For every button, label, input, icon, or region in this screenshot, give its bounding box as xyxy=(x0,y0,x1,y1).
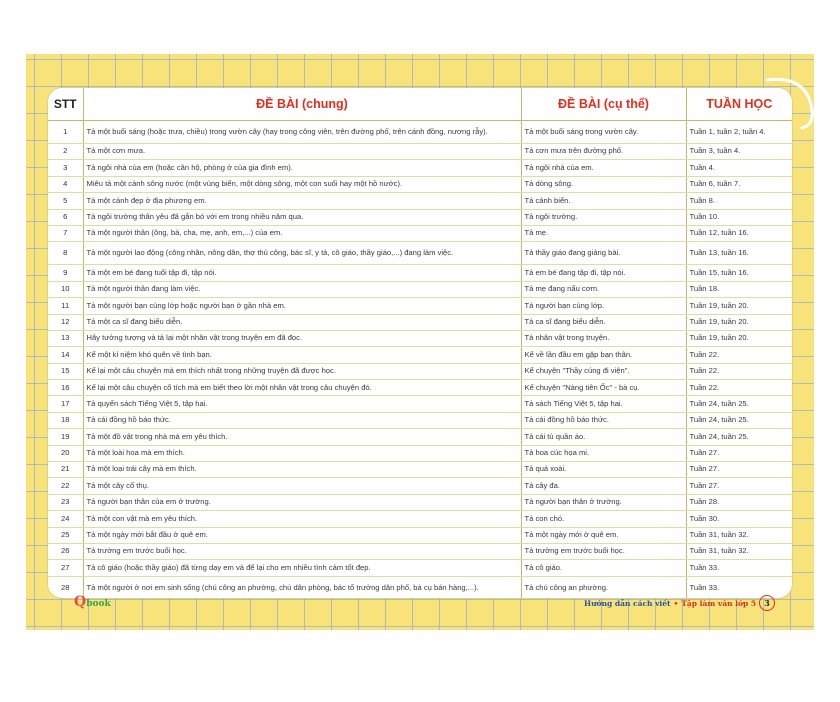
table-row xyxy=(48,160,792,176)
cell-stt: 25 xyxy=(48,527,83,543)
cell-weeks: Tuần 31, tuần 32. xyxy=(686,543,792,559)
cell-specific-topic: Tả ngôi nhà của em. xyxy=(521,160,686,176)
cell-weeks: Tuần 24, tuần 25. xyxy=(686,396,792,412)
cell-general-topic: Miêu tả một cảnh sông nước (một vùng biển, một dòng sông, một con suối hay một hồ nước). xyxy=(83,176,521,192)
footer-separator: • xyxy=(673,598,679,608)
cell-weeks: Tuần 22. xyxy=(686,380,792,396)
table-row xyxy=(48,478,792,494)
table-row xyxy=(48,445,792,461)
cell-weeks: Tuần 24, tuần 25. xyxy=(686,412,792,428)
cell-general-topic: Tả một cây cổ thụ. xyxy=(83,478,521,494)
logo-word: book xyxy=(86,599,111,609)
cell-weeks: Tuần 8. xyxy=(686,193,792,209)
assignments-table xyxy=(48,88,792,598)
table-row xyxy=(48,265,792,281)
cell-weeks: Tuần 30. xyxy=(686,511,792,527)
cell-weeks: Tuần 22. xyxy=(686,347,792,363)
cell-weeks: Tuần 19, tuần 20. xyxy=(686,330,792,346)
table-header-row xyxy=(48,88,792,121)
cell-specific-topic: Kể chuyện "Nàng tiên Ốc" - bà cụ. xyxy=(521,380,686,396)
table-row xyxy=(48,176,792,192)
table-row xyxy=(48,242,792,265)
cell-stt: 24 xyxy=(48,511,83,527)
cell-specific-topic: Tả mẹ đang nấu cơm. xyxy=(521,281,686,297)
header-weeks: TUẦN HỌC xyxy=(686,88,792,121)
header-stt: STT xyxy=(48,88,83,121)
table-row xyxy=(48,298,792,314)
header-specific-topic: ĐỀ BÀI (cụ thể) xyxy=(521,88,686,121)
cell-general-topic: Kể lại một câu chuyện cổ tích mà em biết theo lời một nhân vật trong câu chuyện đó. xyxy=(83,380,521,396)
cell-weeks: Tuần 18. xyxy=(686,281,792,297)
cell-general-topic: Tả cái đồng hồ báo thức. xyxy=(83,412,521,428)
footer-guide-text: Hướng dẫn cách viết xyxy=(584,598,671,608)
cell-specific-topic: Tả thầy giáo đang giảng bài. xyxy=(521,242,686,265)
cell-general-topic: Tả một người ở nơi em sinh sống (chú công an phường, chú dân phòng, bác tổ trưởng dân phố, bà cụ bán hàng,...). xyxy=(83,576,521,598)
page-number: 3 xyxy=(759,595,775,611)
cell-stt: 20 xyxy=(48,445,83,461)
cell-general-topic: Tả trường em trước buổi học. xyxy=(83,543,521,559)
table-row xyxy=(48,396,792,412)
cell-general-topic: Tả ngôi nhà của em (hoặc căn hộ, phòng ở của gia đình em). xyxy=(83,160,521,176)
cell-specific-topic: Tả chú công an phường. xyxy=(521,576,686,598)
cell-stt: 3 xyxy=(48,160,83,176)
table-row xyxy=(48,511,792,527)
cell-specific-topic: Tả ca sĩ đang biểu diễn. xyxy=(521,314,686,330)
cell-weeks: Tuần 27. xyxy=(686,478,792,494)
cell-general-topic: Tả quyển sách Tiếng Việt 5, tập hai. xyxy=(83,396,521,412)
table-body xyxy=(48,121,792,599)
cell-specific-topic: Tả dòng sông. xyxy=(521,176,686,192)
cell-weeks: Tuần 22. xyxy=(686,363,792,379)
cell-stt: 26 xyxy=(48,543,83,559)
cell-specific-topic: Tả nhân vật trong truyện. xyxy=(521,330,686,346)
cell-general-topic: Tả một người bạn cùng lớp hoặc người bạn ở gần nhà em. xyxy=(83,298,521,314)
cell-general-topic: Kể lại một câu chuyện mà em thích nhất trong những truyện đã được học. xyxy=(83,363,521,379)
cell-specific-topic: Tả người bạn thân ở trường. xyxy=(521,494,686,510)
table-row xyxy=(48,347,792,363)
cell-weeks: Tuần 6, tuần 7. xyxy=(686,176,792,192)
cell-weeks: Tuần 3, tuần 4. xyxy=(686,144,792,160)
cell-general-topic: Tả người bạn thân của em ở trường. xyxy=(83,494,521,510)
table-row xyxy=(48,543,792,559)
cell-weeks: Tuần 13, tuần 16. xyxy=(686,242,792,265)
cell-stt: 15 xyxy=(48,363,83,379)
logo-letter: Q xyxy=(74,594,87,610)
page-footer xyxy=(584,595,775,611)
cell-stt: 8 xyxy=(48,242,83,265)
cell-specific-topic: Tả cô giáo. xyxy=(521,560,686,576)
cell-weeks: Tuần 27. xyxy=(686,445,792,461)
cell-general-topic: Tả một em bé đang tuổi tập đi, tập nói. xyxy=(83,265,521,281)
cell-specific-topic: Tả cơn mưa trên đường phố. xyxy=(521,144,686,160)
cell-stt: 9 xyxy=(48,265,83,281)
cell-general-topic: Tả một người thân (ông, bà, cha, mẹ, anh, em,...) của em. xyxy=(83,225,521,241)
cell-weeks: Tuần 27. xyxy=(686,462,792,478)
cell-specific-topic: Tả hoa cúc họa mi. xyxy=(521,445,686,461)
cell-weeks: Tuần 12, tuần 16. xyxy=(686,225,792,241)
cell-specific-topic: Tả em bé đang tập đi, tập nói. xyxy=(521,265,686,281)
cell-specific-topic: Tả cái tủ quần áo. xyxy=(521,429,686,445)
cell-stt: 18 xyxy=(48,412,83,428)
table-row xyxy=(48,225,792,241)
table-row xyxy=(48,314,792,330)
cell-stt: 23 xyxy=(48,494,83,510)
cell-general-topic: Hãy tưởng tượng và tả lại một nhân vật trong truyện em đã đọc. xyxy=(83,330,521,346)
cell-general-topic: Tả một đồ vật trong nhà mà em yêu thích. xyxy=(83,429,521,445)
cell-stt: 7 xyxy=(48,225,83,241)
cell-weeks: Tuần 19, tuần 20. xyxy=(686,298,792,314)
cell-stt: 16 xyxy=(48,380,83,396)
cell-stt: 12 xyxy=(48,314,83,330)
cell-stt: 17 xyxy=(48,396,83,412)
cell-general-topic: Tả một ngày mới bắt đầu ở quê em. xyxy=(83,527,521,543)
table-row xyxy=(48,462,792,478)
cell-general-topic: Tả một cảnh đẹp ở địa phương em. xyxy=(83,193,521,209)
cell-specific-topic: Tả cây đa. xyxy=(521,478,686,494)
cell-general-topic: Tả một cơn mưa. xyxy=(83,144,521,160)
cell-stt: 21 xyxy=(48,462,83,478)
table-row xyxy=(48,209,792,225)
cell-stt: 11 xyxy=(48,298,83,314)
cell-stt: 14 xyxy=(48,347,83,363)
table-row xyxy=(48,429,792,445)
cell-specific-topic: Tả một buổi sáng trong vườn cây. xyxy=(521,121,686,144)
cell-weeks: Tuần 1, tuần 2, tuần 4. xyxy=(686,121,792,144)
cell-general-topic: Tả một người lao động (công nhân, nông dân, thợ thủ công, bác sĩ, y tá, cô giáo, thầy giáo,...) đang làm việc. xyxy=(83,242,521,265)
cell-general-topic: Tả một con vật mà em yêu thích. xyxy=(83,511,521,527)
cell-general-topic: Tả ngôi trường thân yêu đã gắn bó với em trong nhiều năm qua. xyxy=(83,209,521,225)
table-row xyxy=(48,560,792,576)
cell-stt: 22 xyxy=(48,478,83,494)
cell-specific-topic: Tả mẹ. xyxy=(521,225,686,241)
cell-general-topic: Tả một ca sĩ đang biểu diễn. xyxy=(83,314,521,330)
footer-book-title: Tập làm văn lớp 5 xyxy=(681,598,757,608)
cell-general-topic: Tả một loại trái cây mà em thích. xyxy=(83,462,521,478)
cell-general-topic: Tả một loài hoa mà em thích. xyxy=(83,445,521,461)
cell-stt: 10 xyxy=(48,281,83,297)
cell-stt: 2 xyxy=(48,144,83,160)
cell-weeks: Tuần 31, tuần 32. xyxy=(686,527,792,543)
cell-stt: 5 xyxy=(48,193,83,209)
table-row xyxy=(48,281,792,297)
table-row xyxy=(48,330,792,346)
table-row xyxy=(48,193,792,209)
table-row xyxy=(48,144,792,160)
cell-specific-topic: Tả một ngày mới ở quê em. xyxy=(521,527,686,543)
cell-weeks: Tuần 33. xyxy=(686,576,792,598)
cell-specific-topic: Tả con chó. xyxy=(521,511,686,527)
cell-weeks: Tuần 19, tuần 20. xyxy=(686,314,792,330)
cell-specific-topic: Tả quả xoài. xyxy=(521,462,686,478)
cell-weeks: Tuần 4. xyxy=(686,160,792,176)
cell-weeks: Tuần 15, tuần 16. xyxy=(686,265,792,281)
cell-weeks: Tuần 10. xyxy=(686,209,792,225)
cell-specific-topic: Tả người bạn cùng lớp. xyxy=(521,298,686,314)
cell-stt: 27 xyxy=(48,560,83,576)
cell-general-topic: Tả cô giáo (hoặc thầy giáo) đã từng dạy em và để lại cho em nhiều tình cảm tốt đẹp. xyxy=(83,560,521,576)
table-row xyxy=(48,363,792,379)
header-general-topic: ĐỀ BÀI (chung) xyxy=(83,88,521,121)
publisher-logo xyxy=(74,594,111,610)
cell-general-topic: Tả một buổi sáng (hoặc trưa, chiều) trong vườn cây (hay trong công viên, trên đường phố, trên cánh đồng, nương rẫy). xyxy=(83,121,521,144)
cell-specific-topic: Tả cảnh biển. xyxy=(521,193,686,209)
cell-specific-topic: Tả trường em trước buổi học. xyxy=(521,543,686,559)
table-row xyxy=(48,412,792,428)
cell-stt: 6 xyxy=(48,209,83,225)
table-row xyxy=(48,494,792,510)
cell-stt: 13 xyxy=(48,330,83,346)
assignments-table-card xyxy=(48,88,792,598)
cell-specific-topic: Tả ngôi trường. xyxy=(521,209,686,225)
cell-stt: 1 xyxy=(48,121,83,144)
cell-stt: 19 xyxy=(48,429,83,445)
cell-general-topic: Kể một kỉ niệm khó quên về tình bạn. xyxy=(83,347,521,363)
cell-specific-topic: Tả sách Tiếng Việt 5, tập hai. xyxy=(521,396,686,412)
decorative-side-line xyxy=(825,90,828,260)
cell-general-topic: Tả một người thân đang làm việc. xyxy=(83,281,521,297)
cell-weeks: Tuần 28. xyxy=(686,494,792,510)
table-row xyxy=(48,527,792,543)
cell-stt: 4 xyxy=(48,176,83,192)
cell-specific-topic: Kể về lần đầu em gặp bạn thân. xyxy=(521,347,686,363)
cell-stt: 28 xyxy=(48,576,83,598)
cell-weeks: Tuần 24, tuần 25. xyxy=(686,429,792,445)
cell-specific-topic: Tả cái đồng hồ báo thức. xyxy=(521,412,686,428)
table-row xyxy=(48,121,792,144)
cell-specific-topic: Kể chuyện "Thầy cúng đi viện". xyxy=(521,363,686,379)
cell-weeks: Tuần 33. xyxy=(686,560,792,576)
table-row xyxy=(48,380,792,396)
